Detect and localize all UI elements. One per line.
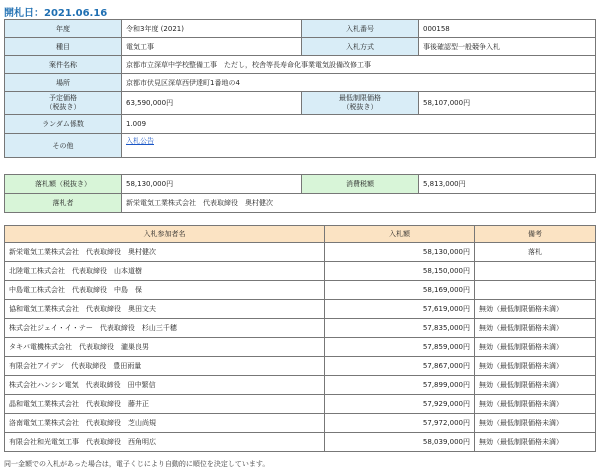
case-label: 案件名称 <box>5 56 122 74</box>
min-price-label <box>302 92 419 115</box>
bidder-name: 洛南電気工業株式会社 代表取締役 芝山尚規 <box>5 414 325 433</box>
bid-amount: 57,835,000円 <box>325 319 475 338</box>
table-row <box>5 357 596 376</box>
bid-remarks: 無効（最低制限価格未満） <box>475 338 596 357</box>
estimate-label <box>5 92 122 115</box>
bid-remarks: 無効（最低制限価格未満） <box>475 319 596 338</box>
table-row <box>5 243 596 262</box>
bidder-name: 株式会社ジェイ・イ・テー 代表取締役 杉山三千穂 <box>5 319 325 338</box>
bid-remarks: 無効（最低制限価格未満） <box>475 395 596 414</box>
method-value: 事後確認型一般競争入札 <box>419 38 596 56</box>
bid-remarks: 無効（最低制限価格未満） <box>475 433 596 452</box>
award-amount-label: 落札額（税抜き） <box>5 175 122 194</box>
random-coef-label: ランダム係数 <box>5 115 122 134</box>
bid-remarks: 落札 <box>475 243 596 262</box>
bid-amount: 58,150,000円 <box>325 262 475 281</box>
footnote: 同一金額での入札があった場合は，電子くじにより自動的に順位を決定しています。 <box>4 460 270 468</box>
bid-amount: 57,972,000円 <box>325 414 475 433</box>
bidder-name: 新栄電気工業株式会社 代表取締役 奥村健次 <box>5 243 325 262</box>
bid-amount: 57,859,000円 <box>325 338 475 357</box>
estimate-label-line1: 予定価格 <box>49 94 77 102</box>
bidder-name: 晶和電気工業株式会社 代表取締役 藤井正 <box>5 395 325 414</box>
table-row <box>5 376 596 395</box>
bid-no-value: 000158 <box>419 20 596 38</box>
type-value: 電気工事 <box>122 38 302 56</box>
type-label: 種目 <box>5 38 122 56</box>
estimate-label-line2: （税抜き） <box>45 103 81 111</box>
open-date: 開札日：2021.06.16 <box>4 8 108 19</box>
bidder-name: 有限会社アイデン 代表取締役 豊田雨量 <box>5 357 325 376</box>
table-row <box>5 300 596 319</box>
min-price-value: 58,107,000円 <box>419 92 596 115</box>
method-label: 入札方式 <box>302 38 419 56</box>
bidder-name: 協和電気工業株式会社 代表取締役 奥田文夫 <box>5 300 325 319</box>
bid-no-label: 入札番号 <box>302 20 419 38</box>
other-label: その他 <box>5 134 122 158</box>
table-row <box>5 414 596 433</box>
bid-remarks: 無効（最低制限価格未満） <box>475 414 596 433</box>
place-label: 場所 <box>5 74 122 92</box>
bidders-table <box>4 225 596 452</box>
bidder-name: タキバ電機株式会社 代表取締役 瀧巣良男 <box>5 338 325 357</box>
bidder-name: 株式会社ハンシン電気 代表取締役 田中繁信 <box>5 376 325 395</box>
year-value: 令和3年度 (2021) <box>122 20 302 38</box>
bid-amount: 58,169,000円 <box>325 281 475 300</box>
bidder-name: 有限会社和光電気工事 代表取締役 西角明広 <box>5 433 325 452</box>
bid-amount-header: 入札額 <box>325 226 475 243</box>
award-amount-value: 58,130,000円 <box>122 175 302 194</box>
bidder-name-header: 入札参加者名 <box>5 226 325 243</box>
bid-remarks: 無効（最低制限価格未満） <box>475 376 596 395</box>
bid-remarks: 無効（最低制限価格未満） <box>475 300 596 319</box>
table-row <box>5 262 596 281</box>
remarks-header: 備考 <box>475 226 596 243</box>
notice-link[interactable]: 入札公告 <box>126 137 154 145</box>
estimate-value: 63,590,000円 <box>122 92 302 115</box>
case-value: 京都市立深草中学校整備工事 ただし，校舎等長寿命化事業電気設備改修工事 <box>122 56 596 74</box>
tax-label: 消費税額 <box>302 175 419 194</box>
bid-amount: 57,929,000円 <box>325 395 475 414</box>
bid-amount: 57,867,000円 <box>325 357 475 376</box>
bid-amount: 57,619,000円 <box>325 300 475 319</box>
bid-amount: 58,039,000円 <box>325 433 475 452</box>
table-row <box>5 395 596 414</box>
bid-remarks <box>475 262 596 281</box>
tax-value: 5,813,000円 <box>419 175 596 194</box>
table-row <box>5 433 596 452</box>
bidder-name: 中島電工株式会社 代表取締役 中島 保 <box>5 281 325 300</box>
bid-amount: 58,130,000円 <box>325 243 475 262</box>
table-row <box>5 319 596 338</box>
table-row <box>5 281 596 300</box>
year-label: 年度 <box>5 20 122 38</box>
award-table <box>4 174 596 213</box>
min-price-label-line1: 最低制限価格 <box>339 94 381 102</box>
other-value <box>122 134 596 158</box>
bid-remarks: 無効（最低制限価格未満） <box>475 357 596 376</box>
winner-value: 新栄電気工業株式会社 代表取締役 奥村健次 <box>122 194 596 213</box>
random-coef-value: 1.009 <box>122 115 596 134</box>
info-table <box>4 19 596 158</box>
bid-amount: 57,899,000円 <box>325 376 475 395</box>
bid-remarks <box>475 281 596 300</box>
min-price-label-line2: （税抜き） <box>342 103 378 111</box>
bidder-name: 北陸電工株式会社 代表取締役 山本道樹 <box>5 262 325 281</box>
place-value: 京都市伏見区深草西伊達町1番地の4 <box>122 74 596 92</box>
table-row <box>5 338 596 357</box>
winner-label: 落札者 <box>5 194 122 213</box>
